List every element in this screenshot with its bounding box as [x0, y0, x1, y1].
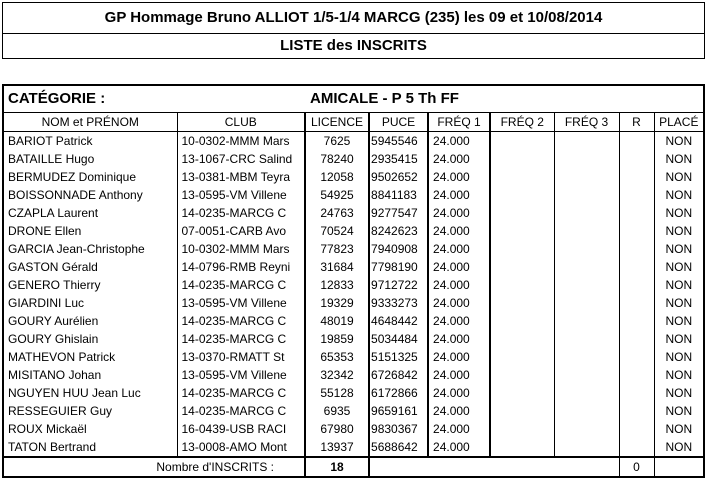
- freq1-cell: 24.000: [428, 132, 490, 151]
- freq3-cell: [554, 348, 619, 366]
- name-cell: TATON Bertrand: [8, 440, 97, 454]
- freq2-cell: [490, 294, 554, 312]
- place-cell: NON: [654, 438, 704, 457]
- place-cell: NON: [654, 348, 704, 366]
- r-cell: [619, 186, 654, 204]
- freq3-cell: [554, 330, 619, 348]
- table-row: [3, 204, 704, 222]
- footer-place-empty: [654, 457, 704, 477]
- r-cell: [619, 420, 654, 438]
- licence-cell: 77823: [305, 240, 369, 258]
- place-cell: NON: [654, 384, 704, 402]
- freq2-cell: [490, 132, 554, 151]
- freq3-cell: [554, 222, 619, 240]
- freq1-cell: 24.000: [428, 312, 490, 330]
- freq2-cell: [490, 186, 554, 204]
- r-cell: [619, 384, 654, 402]
- club-cell: 13-0595-VM Villene: [177, 186, 305, 204]
- category-label: CATÉGORIE :: [3, 85, 305, 113]
- club-cell: 13-0595-VM Villene: [177, 366, 305, 384]
- licence-cell: 78240: [305, 150, 369, 168]
- name-cell: RESSEGUIER Guy: [8, 404, 113, 418]
- table-row: [3, 438, 704, 457]
- club-cell: 14-0235-MARCG C: [177, 276, 305, 294]
- freq3-cell: [554, 150, 619, 168]
- freq1-cell: 24.000: [428, 420, 490, 438]
- freq2-cell: [490, 438, 554, 457]
- list-subtitle: LISTE des INSCRITS: [2, 33, 705, 59]
- licence-cell: 13937: [305, 438, 369, 457]
- freq1-cell: 24.000: [428, 438, 490, 457]
- place-cell: NON: [654, 168, 704, 186]
- licence-cell: 48019: [305, 312, 369, 330]
- table-row: [3, 384, 704, 402]
- licence-cell: 12058: [305, 168, 369, 186]
- freq1-cell: 24.000: [428, 366, 490, 384]
- puce-cell: 6172866: [369, 384, 428, 402]
- footer-label: Nombre d'INSCRITS :: [3, 457, 305, 477]
- club-cell: 10-0302-MMM Mars: [177, 240, 305, 258]
- r-cell: [619, 150, 654, 168]
- club-cell: 13-0370-RMATT St: [177, 348, 305, 366]
- r-cell: [619, 258, 654, 276]
- freq3-cell: [554, 402, 619, 420]
- name-cell: MATHEVON Patrick: [8, 350, 116, 364]
- puce-cell: 9659161: [369, 402, 428, 420]
- name-cell: GOURY Ghislain: [8, 332, 99, 346]
- table-row: [3, 420, 704, 438]
- place-cell: NON: [654, 240, 704, 258]
- freq2-cell: [490, 150, 554, 168]
- table-row: [3, 366, 704, 384]
- name-cell: DRONE Ellen: [8, 224, 82, 238]
- name-cell: ROUX Mickaël: [8, 422, 87, 436]
- place-cell: NON: [654, 132, 704, 151]
- r-cell: [619, 240, 654, 258]
- puce-cell: 5688642: [369, 438, 428, 457]
- freq2-cell: [490, 384, 554, 402]
- puce-cell: 2935415: [369, 150, 428, 168]
- licence-cell: 65353: [305, 348, 369, 366]
- puce-cell: 4648442: [369, 312, 428, 330]
- r-cell: [619, 204, 654, 222]
- place-cell: NON: [654, 204, 704, 222]
- puce-cell: 8841183: [369, 186, 428, 204]
- r-cell: [619, 168, 654, 186]
- freq2-cell: [490, 240, 554, 258]
- licence-cell: 6935: [305, 402, 369, 420]
- puce-cell: 7940908: [369, 240, 428, 258]
- licence-cell: 31684: [305, 258, 369, 276]
- club-cell: 14-0235-MARCG C: [177, 312, 305, 330]
- column-header: NOM et PRÉNOM: [3, 113, 177, 132]
- r-cell: [619, 402, 654, 420]
- table-row: [3, 294, 704, 312]
- freq3-cell: [554, 312, 619, 330]
- club-cell: 07-0051-CARB Avo: [177, 222, 305, 240]
- club-cell: 13-1067-CRC Salind: [177, 150, 305, 168]
- freq1-cell: 24.000: [428, 258, 490, 276]
- freq3-cell: [554, 204, 619, 222]
- name-cell: BARIOT Patrick: [8, 134, 93, 148]
- column-header: PUCE: [369, 113, 428, 132]
- place-cell: NON: [654, 294, 704, 312]
- registrant-count: 18: [305, 457, 369, 477]
- freq3-cell: [554, 258, 619, 276]
- table-row: [3, 222, 704, 240]
- club-cell: 13-0008-AMO Mont: [177, 438, 305, 457]
- r-cell: [619, 294, 654, 312]
- place-cell: NON: [654, 276, 704, 294]
- club-cell: 14-0235-MARCG C: [177, 384, 305, 402]
- puce-cell: 5151325: [369, 348, 428, 366]
- licence-cell: 70524: [305, 222, 369, 240]
- freq2-cell: [490, 330, 554, 348]
- freq2-cell: [490, 312, 554, 330]
- club-cell: 13-0595-VM Villene: [177, 294, 305, 312]
- puce-cell: 8242623: [369, 222, 428, 240]
- table-row: [3, 348, 704, 366]
- puce-cell: 7798190: [369, 258, 428, 276]
- freq2-cell: [490, 168, 554, 186]
- table-row: [3, 186, 704, 204]
- freq1-cell: 24.000: [428, 330, 490, 348]
- name-cell: GARCIA Jean-Christophe: [8, 242, 145, 256]
- freq3-cell: [554, 366, 619, 384]
- footer-empty: [369, 457, 619, 477]
- place-cell: NON: [654, 420, 704, 438]
- table-row: [3, 330, 704, 348]
- freq2-cell: [490, 366, 554, 384]
- freq2-cell: [490, 204, 554, 222]
- freq2-cell: [490, 222, 554, 240]
- puce-cell: 5034484: [369, 330, 428, 348]
- club-cell: 16-0439-USB RACI: [177, 420, 305, 438]
- freq1-cell: 24.000: [428, 240, 490, 258]
- column-header: FRÉQ 1: [428, 113, 490, 132]
- puce-cell: 9277547: [369, 204, 428, 222]
- name-cell: BATAILLE Hugo: [8, 152, 95, 166]
- table-row: [3, 276, 704, 294]
- licence-cell: 7625: [305, 132, 369, 151]
- freq3-cell: [554, 276, 619, 294]
- freq3-cell: [554, 168, 619, 186]
- licence-cell: 19329: [305, 294, 369, 312]
- table-row: [3, 312, 704, 330]
- place-cell: NON: [654, 312, 704, 330]
- club-cell: 14-0235-MARCG C: [177, 402, 305, 420]
- name-cell: BOISSONNADE Anthony: [8, 188, 143, 202]
- club-cell: 14-0235-MARCG C: [177, 330, 305, 348]
- puce-cell: 5945546: [369, 132, 428, 151]
- registrants-table: [2, 84, 705, 478]
- freq3-cell: [554, 240, 619, 258]
- puce-cell: 9502652: [369, 168, 428, 186]
- freq1-cell: 24.000: [428, 294, 490, 312]
- licence-cell: 24763: [305, 204, 369, 222]
- freq3-cell: [554, 438, 619, 457]
- table-row: [3, 258, 704, 276]
- freq1-cell: 24.000: [428, 150, 490, 168]
- place-cell: NON: [654, 258, 704, 276]
- name-cell: NGUYEN HUU Jean Luc: [8, 386, 141, 400]
- name-cell: GENERO Thierry: [8, 278, 101, 292]
- freq3-cell: [554, 420, 619, 438]
- name-cell: GASTON Gérald: [8, 260, 98, 274]
- r-cell: [619, 348, 654, 366]
- freq1-cell: 24.000: [428, 222, 490, 240]
- freq1-cell: 24.000: [428, 276, 490, 294]
- freq3-cell: [554, 384, 619, 402]
- puce-cell: 9830367: [369, 420, 428, 438]
- freq1-cell: 24.000: [428, 384, 490, 402]
- table-row: [3, 150, 704, 168]
- freq2-cell: [490, 276, 554, 294]
- freq1-cell: 24.000: [428, 168, 490, 186]
- puce-cell: 9333273: [369, 294, 428, 312]
- name-cell: GIARDINI Luc: [8, 296, 85, 310]
- freq3-cell: [554, 294, 619, 312]
- club-cell: 14-0235-MARCG C: [177, 204, 305, 222]
- licence-cell: 54925: [305, 186, 369, 204]
- licence-cell: 67980: [305, 420, 369, 438]
- licence-cell: 32342: [305, 366, 369, 384]
- licence-cell: 19859: [305, 330, 369, 348]
- column-header: FRÉQ 2: [490, 113, 554, 132]
- club-cell: 14-0796-RMB Reyni: [177, 258, 305, 276]
- freq1-cell: 24.000: [428, 348, 490, 366]
- column-header: LICENCE: [305, 113, 369, 132]
- r-cell: [619, 438, 654, 457]
- puce-cell: 9712722: [369, 276, 428, 294]
- name-cell: BERMUDEZ Dominique: [8, 170, 137, 184]
- freq1-cell: 24.000: [428, 186, 490, 204]
- table-row: [3, 132, 704, 151]
- freq3-cell: [554, 186, 619, 204]
- column-header: R: [619, 113, 654, 132]
- name-cell: CZAPLA Laurent: [8, 206, 99, 220]
- place-cell: NON: [654, 330, 704, 348]
- r-cell: [619, 366, 654, 384]
- event-title: GP Hommage Bruno ALLIOT 1/5-1/4 MARCG (235) les 09 et 10/08/2014: [2, 2, 705, 33]
- table-row: [3, 402, 704, 420]
- name-cell: MISITANO Johan: [8, 368, 102, 382]
- place-cell: NON: [654, 150, 704, 168]
- r-cell: [619, 132, 654, 151]
- r-total: 0: [619, 457, 654, 477]
- column-header: CLUB: [177, 113, 305, 132]
- place-cell: NON: [654, 366, 704, 384]
- r-cell: [619, 330, 654, 348]
- place-cell: NON: [654, 222, 704, 240]
- table-row: [3, 168, 704, 186]
- column-header: FRÉQ 3: [554, 113, 619, 132]
- licence-cell: 55128: [305, 384, 369, 402]
- freq2-cell: [490, 348, 554, 366]
- club-cell: 10-0302-MMM Mars: [177, 132, 305, 151]
- category-value: AMICALE - P 5 Th FF: [305, 85, 704, 113]
- r-cell: [619, 222, 654, 240]
- r-cell: [619, 276, 654, 294]
- name-cell: GOURY Aurélien: [8, 314, 99, 328]
- freq2-cell: [490, 258, 554, 276]
- r-cell: [619, 312, 654, 330]
- freq2-cell: [490, 420, 554, 438]
- licence-cell: 12833: [305, 276, 369, 294]
- freq1-cell: 24.000: [428, 204, 490, 222]
- table-row: [3, 240, 704, 258]
- freq2-cell: [490, 402, 554, 420]
- column-header: PLACÉ: [654, 113, 704, 132]
- place-cell: NON: [654, 186, 704, 204]
- freq1-cell: 24.000: [428, 402, 490, 420]
- place-cell: NON: [654, 402, 704, 420]
- puce-cell: 6726842: [369, 366, 428, 384]
- freq3-cell: [554, 132, 619, 151]
- club-cell: 13-0381-MBM Teyra: [177, 168, 305, 186]
